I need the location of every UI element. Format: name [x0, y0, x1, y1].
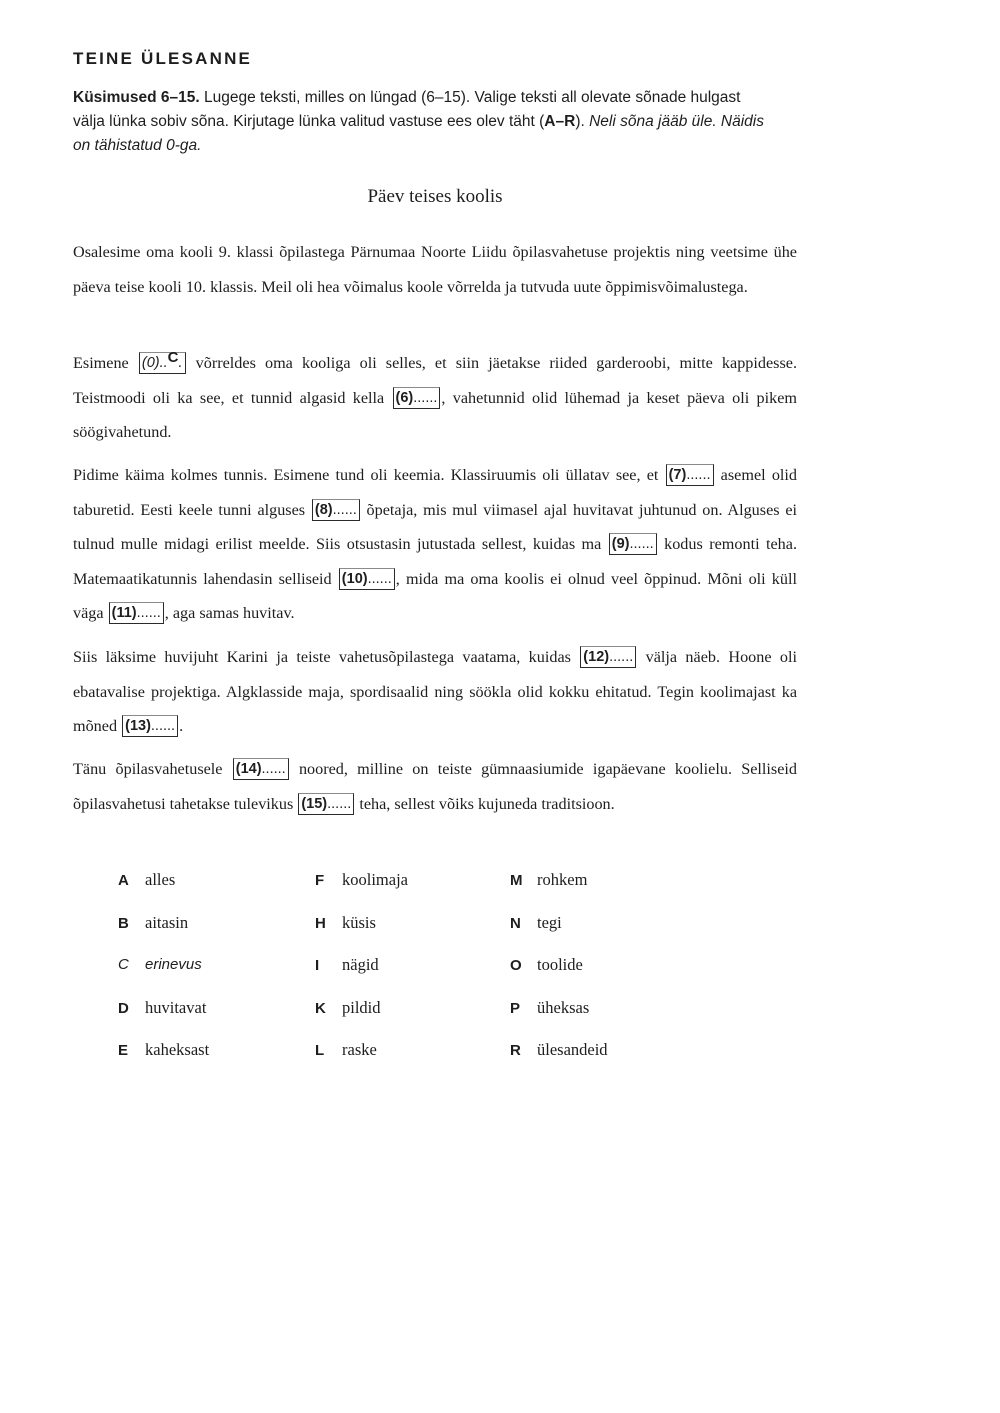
- instructions: [73, 86, 773, 158]
- option-item: [315, 951, 408, 994]
- option-item-example: [118, 951, 209, 994]
- option-item: [118, 909, 209, 952]
- option-letter: K: [315, 999, 326, 1017]
- gap-label: (11): [111, 605, 137, 622]
- instructions-lead: Küsimused 6–15.: [73, 89, 200, 106]
- option-item: [510, 909, 608, 952]
- option-letter: P: [510, 999, 521, 1017]
- paragraph-text: võrreldes oma kooliga oli selles, et siin jäetakse riided garderoobi, mitte kappidesse. Teistmoodi oli ka see, et tunnid algasid kella: [73, 354, 797, 407]
- paragraph-text: noored, milline on teiste gümnaasiumide igapäevane koolielu. Selliseid õpilasvahetusi tahetakse tulevikus: [73, 760, 797, 813]
- paragraph-text: , vahetunnid olid lühemad ja keset päeva oli pikem söögivahetund.: [73, 388, 797, 442]
- gap-dots: ......: [327, 795, 352, 812]
- instructions-text-2: ).: [575, 113, 590, 130]
- gap-label: (0): [141, 355, 160, 371]
- paragraph-text: kodus remonti teha. Matemaatikatunnis lahendasin selliseid: [73, 535, 798, 588]
- option-letter: A: [118, 872, 129, 889]
- option-letter: F: [315, 872, 325, 889]
- paragraph-text: Esimene: [73, 354, 138, 372]
- option-word: tegi: [537, 912, 562, 932]
- option-item: [118, 866, 209, 909]
- paragraph-text: õpetaja, mis mul viimasel ajal huvitavat juhtunud on. Alguses ei tulnud mulle midagi erilist meelde. Siis otsustasin jutustada sellest, kuidas ma: [73, 500, 797, 554]
- option-word: üheksas: [537, 997, 590, 1017]
- paragraph-text: asemel olid taburetid. Eesti keele tunni alguses: [73, 466, 797, 519]
- gap-14[interactable]: [233, 758, 289, 780]
- gap-dots: .: [178, 355, 183, 371]
- gap-dots: ......: [261, 761, 286, 777]
- option-word: aitasin: [145, 912, 189, 932]
- gap-dots: ......: [332, 501, 357, 518]
- gap-label: (15): [301, 795, 328, 812]
- option-letter: C: [118, 956, 129, 973]
- option-letter: N: [510, 914, 521, 932]
- option-word: huvitavat: [145, 997, 207, 1017]
- option-item: [118, 1036, 209, 1079]
- option-letter: M: [510, 872, 523, 889]
- paragraph-text: , mida ma oma koolis ei olnud veel õppinud. Mõni oli küll väga: [73, 569, 797, 623]
- option-word: nägid: [342, 955, 379, 974]
- paragraph-text: välja näeb. Hoone oli ebatavalise projektiga. Algklasside maja, spordisaalid ning söökla olid kokku ehitatud. Tegin koolimajast ka mõned: [73, 648, 797, 736]
- option-item: [510, 1036, 608, 1079]
- option-word: toolide: [537, 955, 583, 974]
- options-column-3: [510, 866, 608, 1079]
- option-word: alles: [145, 870, 176, 889]
- instructions-text-1: Lugege teksti, milles on lüngad (6–15). Valige teksti all olevate sõnade hulgast välja lünka sobiv sõna. Kirjutage lünka valitud vastuse ees olev täht (: [73, 89, 741, 130]
- option-word: küsis: [342, 912, 376, 932]
- task-heading: TEINE ÜLESANNE: [73, 49, 253, 68]
- text-title: Päev teises koolis: [367, 186, 503, 207]
- option-letter: O: [510, 957, 522, 974]
- gap-0-example: [139, 349, 186, 374]
- option-letter: L: [315, 1042, 325, 1059]
- option-letter: D: [118, 999, 129, 1017]
- gap-label: (10): [341, 570, 368, 587]
- gap-7[interactable]: [666, 464, 714, 486]
- gap-dots: ..: [159, 355, 168, 371]
- gap-dots: ......: [413, 389, 438, 406]
- option-item: [315, 866, 408, 909]
- options-column-1: [118, 866, 209, 1079]
- option-item: [315, 994, 408, 1037]
- paragraph-1: Osalesime oma kooli 9. klassi õpilastega Pärnumaa Noorte Liidu õpilasvahetuse projektis ning veetsime ühe päeva teise kooli 10. klassis. Meil oli hea võimalus koole võrrelda ja tutvuda uute õppimisvõimalustega.: [73, 243, 797, 296]
- gap-11[interactable]: [109, 602, 164, 624]
- paragraph-3: [73, 458, 797, 631]
- gap-label: (9): [611, 536, 630, 553]
- option-letter: R: [510, 1042, 521, 1059]
- option-letter: E: [118, 1042, 129, 1059]
- gap-label: (13): [125, 718, 151, 735]
- gap-label: (7): [668, 467, 687, 483]
- gap-dots: ......: [150, 718, 176, 735]
- gap-dots: ......: [136, 605, 161, 622]
- paragraph-2: [73, 346, 797, 450]
- gap-label: (6): [395, 389, 414, 406]
- option-item: [118, 994, 209, 1037]
- option-item: [510, 994, 608, 1037]
- instructions-note: Neli sõna jääb üle. Näidis on tähistatud 0-ga.: [73, 113, 764, 154]
- option-item: [510, 951, 608, 994]
- gap-10[interactable]: [339, 568, 395, 590]
- paragraph-5: [73, 752, 797, 821]
- option-word: pildid: [342, 997, 381, 1017]
- gap-label: (14): [235, 761, 262, 777]
- option-letter: B: [118, 914, 129, 932]
- paragraph-text: teha, sellest võiks kujuneda traditsioon.: [355, 794, 615, 813]
- gap-13[interactable]: [122, 715, 178, 737]
- option-word: koolimaja: [342, 870, 408, 889]
- gap-8[interactable]: [312, 499, 360, 521]
- gap-dots: ......: [609, 649, 634, 665]
- paragraph-text: , aga samas huvitav.: [164, 604, 295, 623]
- gap-label: (8): [314, 501, 333, 518]
- gap-dots: ......: [686, 467, 711, 483]
- option-word: rohkem: [537, 870, 588, 889]
- word-options: [118, 866, 718, 1096]
- paragraph-text: Siis läksime huvijuht Karini ja teiste vahetusõpilastega vaatama, kuidas: [73, 648, 580, 666]
- gap-label: (12): [583, 649, 610, 665]
- gap-dots: ......: [629, 536, 654, 553]
- option-word: ülesandeid: [537, 1040, 608, 1059]
- option-word: raske: [342, 1040, 377, 1059]
- instructions-letter-range: A–R: [544, 113, 576, 130]
- gap-0-answer: C: [167, 349, 179, 366]
- paragraph-text: Pidime käima kolmes tunnis. Esimene tund oli keemia. Klassiruumis oli üllatav see, et: [73, 466, 665, 484]
- paragraph-text: .: [179, 717, 184, 736]
- options-column-2: [315, 866, 408, 1079]
- option-item: [315, 1036, 408, 1079]
- option-letter: I: [315, 957, 320, 974]
- gap-12[interactable]: [580, 646, 636, 668]
- paragraph-4: [73, 640, 797, 744]
- gap-6[interactable]: [393, 387, 441, 409]
- gap-dots: ......: [367, 570, 392, 587]
- gap-9[interactable]: [609, 533, 657, 555]
- option-item: [510, 866, 608, 909]
- option-word: kaheksast: [145, 1040, 210, 1059]
- option-word: erinevus: [145, 956, 202, 973]
- option-item: [315, 909, 408, 952]
- gap-15[interactable]: [298, 793, 354, 815]
- option-letter: H: [315, 914, 326, 932]
- paragraph-text: Tänu õpilasvahetusele: [73, 760, 232, 778]
